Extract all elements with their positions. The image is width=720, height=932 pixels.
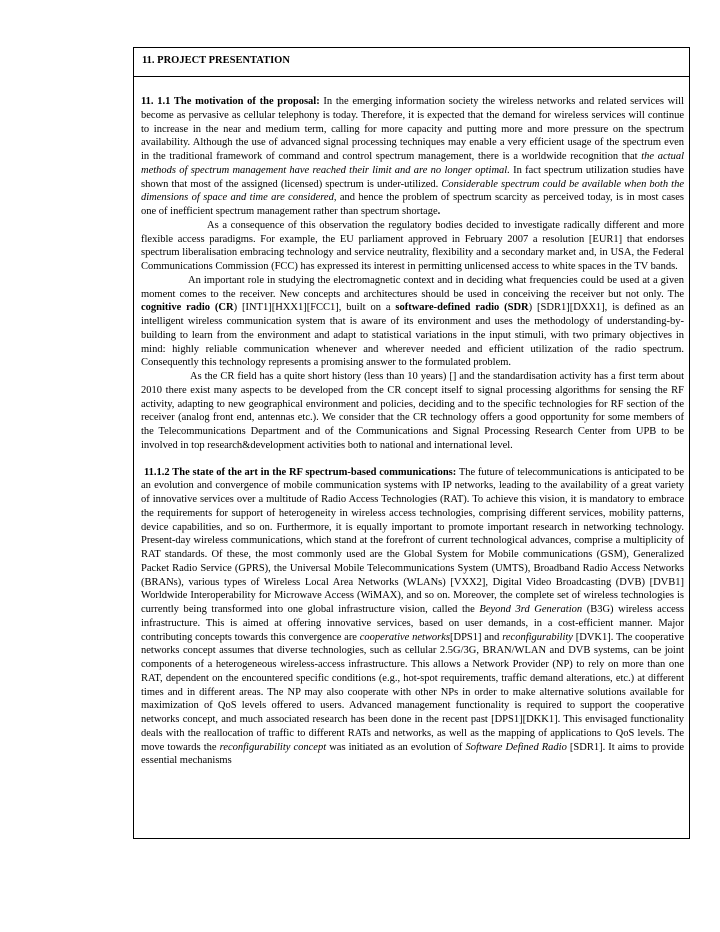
title-separator [134, 76, 689, 77]
page-frame [133, 47, 690, 839]
motivation-paragraph-3: An important role in studying the electromagnetic context and in deciding what frequencies could be used at a given moment comes to the receiver. New concepts and architectures should be used in conceiving the receiver but not only. The cognitive radio (CR) [INT1][HXX1][FCC1], built on a software-defined radio (SDR) [SDR1][DXX1], is defined as an intelligent wireless communication system that is aware of its environment and uses the methodology of understanding-by-building to learn from the environment and adapt to statistical variations in the input stimuli, with two primary objectives in mind: highly reliable communication whenever and wherever needed and efficient utilization of the radio spectrum. Consequently this technology represents a promising answer to the formulated problem. [141, 274, 684, 369]
body-text [141, 95, 684, 768]
motivation-heading: 11. 1.1 The motivation of the proposal: [141, 96, 320, 107]
state-of-art-heading: 11.1.2 The state of the art in the RF spectrum-based communications: [144, 466, 457, 478]
section-title: 11. PROJECT PRESENTATION [142, 55, 290, 66]
motivation-paragraph-4: As the CR field has a quite short history (less than 10 years) [] and the standardisation activity has a first term about 2010 there exist many aspects to be developed from the CR concept itself to signal processing algorithms for sensing the RF activity, adapting to new geographical environment and policies, deciding and to the specific technologies for RF section of the receiver (analog front end, antennas etc.). We consider that the CR technology offers a good opportunity for some members of the Telecommunications Department and of the Communications and Signal Processing Research Center from UPB to be involved in top research&development activities both to national and international level. [141, 371, 684, 451]
motivation-paragraph-2: As a consequence of this observation the regulatory bodies decided to investigate radically different and more flexible access paradigms. For example, the EU parliament approved in February 2007 a resolution [EUR1] that endorses spectrum liberalisation embracing technology and service neutrality, flexibility and a secondary market and, in USA, the Federal Communications Commission (FCC) has expressed its interest in permitting unlicensed access to white spaces in the TV bands. [141, 219, 684, 272]
motivation-paragraph-1: 11. 1.1 The motivation of the proposal: In the emerging information society the wireless networks and related services will become as pervasive as cellular telephony is today. Therefore, it is expected that the demand for wireless services will continue to increase in the near and medium term, calling for more capacity and putting more and more pressure on the spectrum availability. Although the use of advanced signal processing techniques may enable a very efficient usage of the spectrum even in the traditional framework of command and control spectrum management, there is a worldwide recognition that the actual methods of spectrum management have reached their limit and are no longer optimal. In fact spectrum utilization studies have shown that most of the assigned (licensed) spectrum is under-utilized. Considerable spectrum could be available when both the dimensions of space and time are considered, and hence the problem of spectrum scarcity as perceived today, is in most cases one of inefficient spectrum management rather than spectrum shortage. [141, 96, 685, 217]
state-of-art-paragraph: 11.1.2 The state of the art in the RF spectrum-based communications: The future of telecommunications is anticipated to be an evolution and convergence of mobile communication systems with IP networks, leading to the availability of a great variety of innovative services over a multitude of Radio Access Technologies (RAT). To achieve this vision, it is mandatory to embrace the requirements for support of heterogeneity in wireless access technologies, comprising different services, mobility patterns, device capabilities, and so on. Furthermore, it is equally important to promote important research in networking technology. Present-day wireless communications, which stand at the forefront of current technological advances, comprise a multiplicity of RAT standards. Of these, the most commonly used are the Global System for Mobile communications (GSM), Generalized Packet Radio Service (GPRS), the Universal Mobile Telecommunications System (UMTS), Broadband Radio Access Networks (BRANs), various types of Wireless Local Area Networks (WLANs) [VXX2], Digital Video Broadcasting (DVB) [DVB1] Worldwide Interoperability for Microwave Access (WiMAX), and so on. Moreover, the complete set of wireless technologies is currently being transformed into one global infrastructure vision, called the Beyond 3rd Generation (B3G) wireless access infrastructure. This is aimed at offering innovative services, based on user demands, in a cost-efficient manner. Major contributing concepts towards this convergence are cooperative networks[DPS1] and reconfigurability [DVK1]. The cooperative networks concept assumes that diverse technologies, such as cellular 2.5G/3G, BRAN/WLAN and DVB systems, can be joint components of a heterogeneous wireless-access infrastructure. This allows a Network Provider (NP) to rely on more than one RAT, dependent on the encountered specific conditions (e.g., hot-spot requirements, traffic demand alterations, etc.) at different times and in different areas. The NP may also cooperate with other NPs in order to make alternative solutions available for maximization of QoS levels offered to users. Advanced management functionality is required to support the cooperative networks concept, and much associated research has been done in the recent past [DPS1][DKK1]. This envisaged functionality deals with the reallocation of traffic to different RATs and networks, as well as the mapping of applications to QoS levels. The move towards the reconfigurability concept was initiated as an evolution of Software Defined Radio [SDR1]. It aims to provide essential mechanisms [141, 466, 685, 767]
